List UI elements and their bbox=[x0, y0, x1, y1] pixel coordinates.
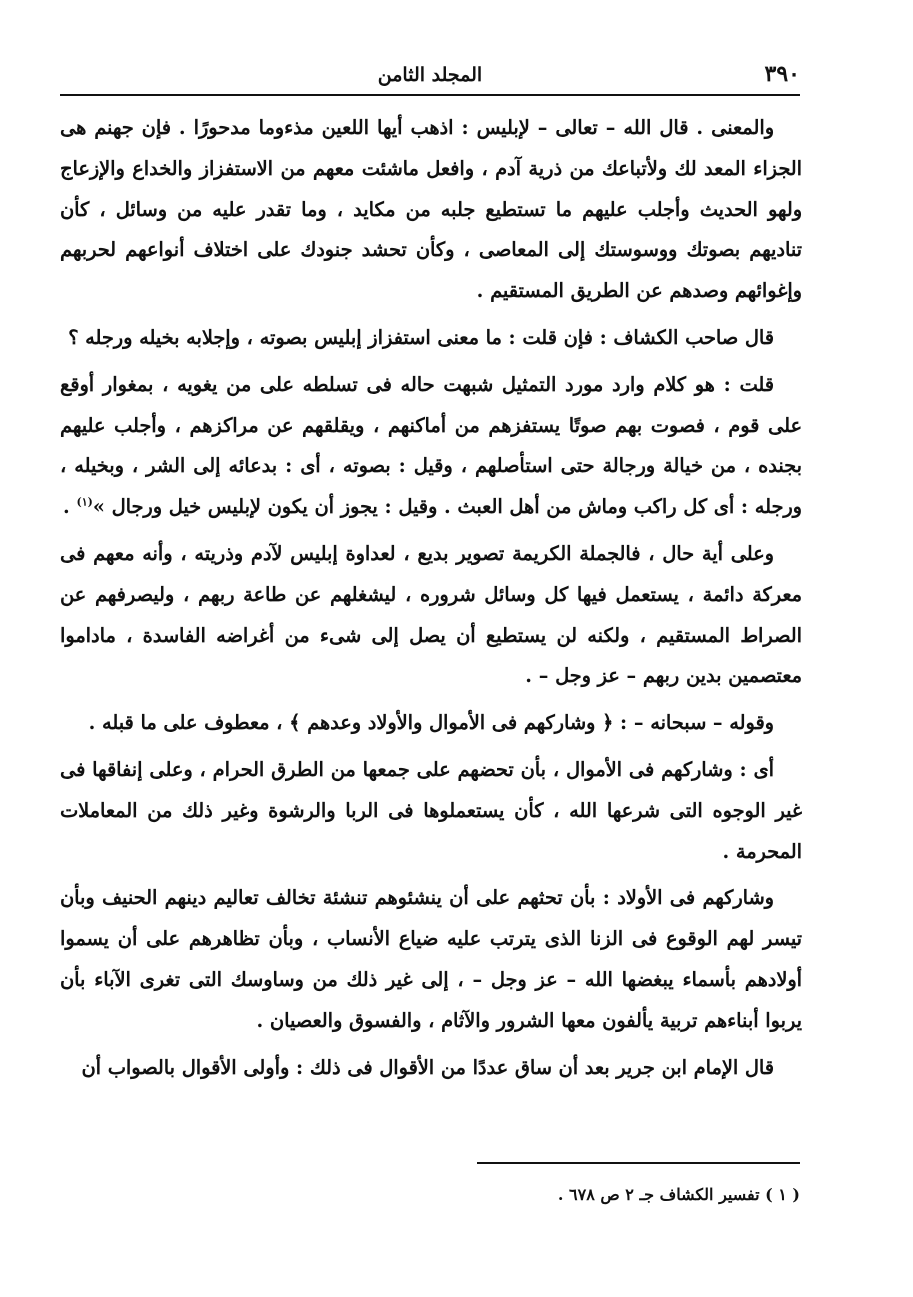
paragraph: قال الإمام ابن جرير بعد أن ساق عددًا من الأقوال فى ذلك : وأولى الأقوال بالصواب أن bbox=[81, 1055, 774, 1079]
footnote: ( ١ ) تفسير الكشاف جـ ٢ ص ٦٧٨ . bbox=[557, 1185, 800, 1204]
body-text bbox=[60, 108, 802, 1094]
paragraph: وقوله – سبحانه – : ﴿ وشاركهم فى الأموال والأولاد وعدهم ﴾ ، معطوف على ما قبله . bbox=[88, 711, 774, 735]
footnote-marker: (١) bbox=[76, 495, 93, 509]
page-number: ٣٩٠ bbox=[764, 61, 800, 87]
paragraph-end: . bbox=[63, 495, 77, 519]
paragraph-with-footnote bbox=[60, 365, 802, 528]
running-title: المجلد الثامن bbox=[377, 64, 483, 86]
paragraph: والمعنى . قال الله – تعالى – لإبليس : اذهب أيها اللعين مذءوما مدحورًا . فإن جهنم هى الجزاء المعد لك ولأتباعك من ذرية آدم ، وافعل ماشئت معهم من الاستفزاز والخداع والإزعاج ولهو الحديث وأجلب عليهم ما تستطيع جلبه من مكايد ، وما تقدر عليه من وسائل ، كأن تناديهم بصوتك ووسوستك إلى المعاصى ، وكأن تحشد جنودك على اختلاف أنواعهم لحربهم وإغوائهم وصدهم عن الطريق المستقيم . bbox=[60, 116, 802, 303]
paragraph: أى : وشاركهم فى الأموال ، بأن تحضهم على جمعها من الطرق الحرام ، وعلى إنفاقها فى غير الوجوه التى شرعها الله ، كأن يستعملوها فى الربا والرشوة وغير ذلك من المعاملات المحرمة . bbox=[60, 757, 802, 863]
paragraph: وعلى أية حال ، فالجملة الكريمة تصوير بديع ، لعداوة إبليس لآدم وذريته ، وأنه معهم فى معركة دائمة ، يستعمل فيها كل وسائل شروره ، ليشغلهم عن طاعة ربهم ، وليصرفهم عن الصراط المستقيم ، ولكنه لن يستطيع أن يصل إلى شىء من أغراضه الفاسدة ، ماداموا معتصمين بدين ربهم – عز وجل – . bbox=[60, 541, 803, 688]
page-header bbox=[60, 58, 800, 96]
paragraph-text: قلت : هو كلام وارد مورد التمثيل شبهت حاله فى تسلطه على من يغويه ، بمغوار أوقع على قوم ، فصوت بهم صوتًا يستفزهم من أماكنهم ، ويقلقهم عن مراكزهم ، وأجلب عليهم بجنده ، من خيالة ورجالة حتى استأصلهم ، وقيل : بصوته ، أى : بدعائه إلى الشر ، وبخيله ، ورجله : أى كل راكب وماش من أهل العبث . وقيل : يجوز أن يكون لإبليس خيل ورجال » bbox=[60, 372, 802, 519]
paragraph: قال صاحب الكشاف : فإن قلت : ما معنى استفزاز إبليس بصوته ، وإجلابه بخيله ورجله ؟ bbox=[68, 325, 774, 349]
paragraph: وشاركهم فى الأولاد : بأن تحثهم على أن ينشئوهم تنشئة تخالف تعاليم دينهم الحنيف وبأن تيسر لهم الوقوع فى الزنا الذى يترتب عليه ضياع الأنساب ، وبأن تظاهرهم على أن يسموا أولادهم بأسماء يبغضها الله – عز وجل – ، إلى غير ذلك من وساوسك التى تغرى الآباء بأن يربوا أبناءهم تربية يألفون معها الشرور والآثام ، والفسوق والعصيان . bbox=[60, 886, 802, 1032]
footnote-divider bbox=[477, 1162, 800, 1164]
